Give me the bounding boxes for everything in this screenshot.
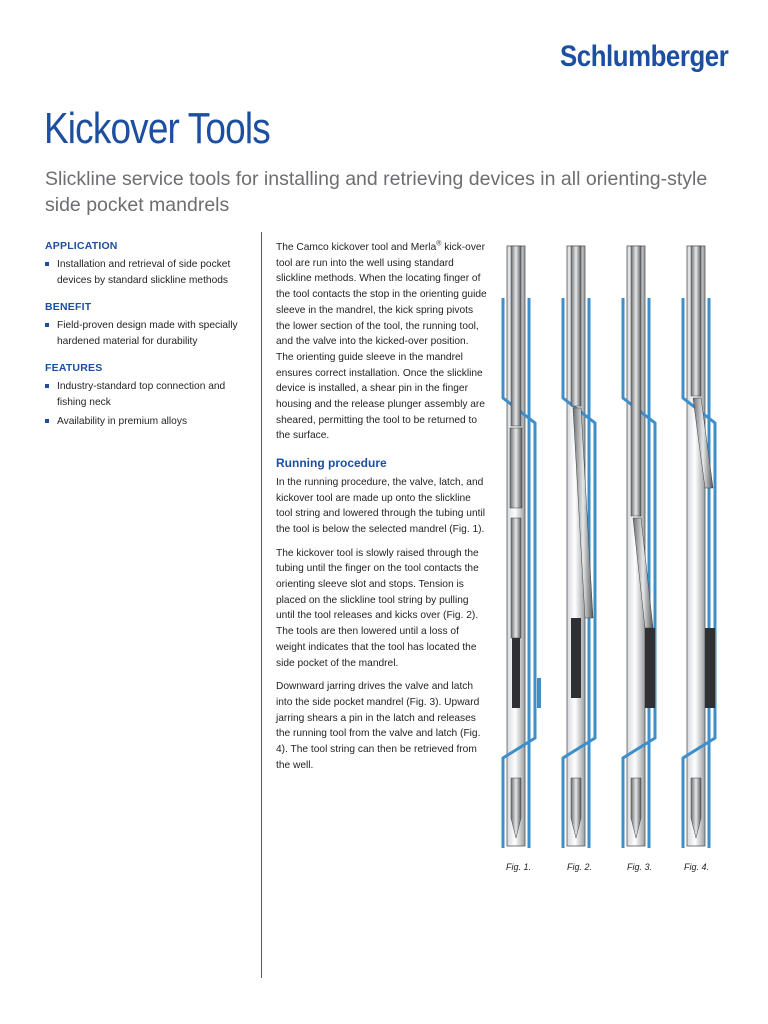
features-list xyxy=(45,379,250,430)
square-bullet-icon xyxy=(45,384,49,388)
benefit-heading: BENEFIT xyxy=(45,301,92,313)
kickover-figures xyxy=(495,238,745,878)
running-procedure-heading: Running procedure xyxy=(276,456,387,471)
intro-paragraph xyxy=(276,240,488,444)
features-heading: FEATURES xyxy=(45,362,103,374)
list-item-text: Installation and retrieval of side pocket devices by standard slickline methods xyxy=(57,259,231,286)
square-bullet-icon xyxy=(45,262,49,266)
list-item xyxy=(45,414,250,430)
list-item-text: Availability in premium alloys xyxy=(57,416,188,427)
figure-4-diagram xyxy=(683,246,715,848)
intro-text-b: kick-over tool are run into the well using standard slickline methods. When the locating finger of the tool contacts the stop in the orienting guide sleeve in the mandrel, the kick spring pivots the lower section of the tool, the running tool, and the valve into the kicked-over position. The orienting guide sleeve in the mandrel ensures correct installation. Once the slickline device is installed, a shear pin in the finger housing and the release plunger assembly are sheared, permitting the tool to be returned to the surface. xyxy=(276,242,487,442)
list-item xyxy=(45,379,250,410)
figure-caption: Fig. 3. xyxy=(627,862,653,872)
application-heading: APPLICATION xyxy=(45,240,118,252)
list-item-text: Industry-standard top connection and fishing neck xyxy=(57,381,226,408)
body-text xyxy=(276,240,488,782)
column-divider xyxy=(261,232,262,978)
page-title: Kickover Tools xyxy=(44,104,270,153)
application-list xyxy=(45,257,250,288)
figure-caption: Fig. 4. xyxy=(684,862,710,872)
procedure-paragraph: The kickover tool is slowly raised through the tubing until the finger on the tool contacts the orienting sleeve slot and stops. Tension is placed on the slickline tool string by pulling until the tool releases and kicks over (Fig. 2). The tools are then lowered until a loss of weight indicates that the tool has located the side pocket of the mandrel. xyxy=(276,547,479,669)
list-item xyxy=(45,257,250,288)
list-item-text: Field-proven design made with specially hardened material for durability xyxy=(57,320,238,347)
figure-2-diagram xyxy=(563,246,595,848)
square-bullet-icon xyxy=(45,323,49,327)
registered-mark: ® xyxy=(436,240,442,248)
list-item xyxy=(45,318,250,349)
benefit-list xyxy=(45,318,250,349)
page-subtitle: Slickline service tools for installing and retrieving devices in all orienting-style side pocket mandrels xyxy=(45,168,708,216)
procedure-paragraph: Downward jarring drives the valve and latch into the side pocket mandrel (Fig. 3). Upward jarring shears a pin in the latch and releases the running tool from the valve and latch (Fig. 4). The tool string can then be retrieved from the well. xyxy=(276,681,481,771)
figure-1-diagram xyxy=(503,246,541,848)
schlumberger-logo: Schlumberger xyxy=(560,40,729,73)
figure-caption: Fig. 1. xyxy=(506,862,532,872)
square-bullet-icon xyxy=(45,419,49,423)
procedure-paragraph: In the running procedure, the valve, latch, and kickover tool are made up onto the slickline tool string and lowered through the tubing until the tool is below the selected mandrel (Fig. 1). xyxy=(276,476,485,535)
figure-3-diagram xyxy=(623,246,655,848)
figure-caption: Fig. 2. xyxy=(567,862,593,872)
intro-text-a: The Camco kickover tool and Merla xyxy=(276,242,437,253)
sidebar xyxy=(45,240,250,443)
